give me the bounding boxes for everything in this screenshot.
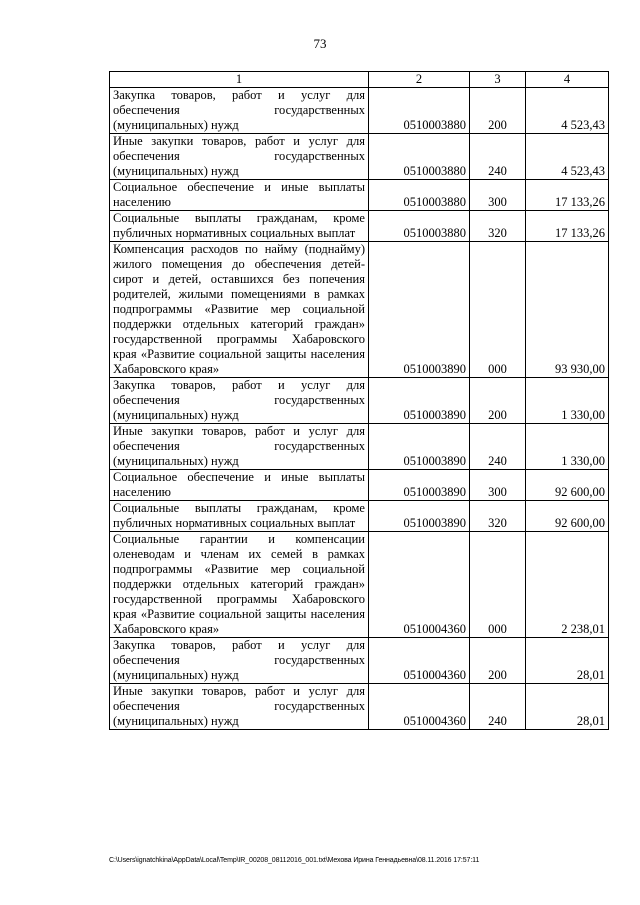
row-name-cell: Иные закупки товаров, работ и услуг для обеспечения государственных (муниципальных) нужд — [110, 684, 369, 730]
row-code-cell: 0510003880 — [369, 134, 470, 180]
column-header-4: 4 — [526, 72, 609, 88]
row-code-cell: 0510003890 — [369, 424, 470, 470]
table-header-row — [110, 72, 609, 88]
row-type-cell: 300 — [470, 470, 526, 501]
row-code-cell: 0510003890 — [369, 470, 470, 501]
table-row — [110, 134, 609, 180]
table-row — [110, 242, 609, 378]
row-code-cell: 0510004360 — [369, 638, 470, 684]
table-row — [110, 211, 609, 242]
row-code-cell: 0510003880 — [369, 211, 470, 242]
table-body — [110, 88, 609, 730]
column-header-3: 3 — [470, 72, 526, 88]
row-amount-cell: 1 330,00 — [526, 378, 609, 424]
row-amount-cell: 17 133,26 — [526, 211, 609, 242]
row-name-cell: Иные закупки товаров, работ и услуг для обеспечения государственных (муниципальных) нужд — [110, 134, 369, 180]
row-type-cell: 000 — [470, 242, 526, 378]
row-name-cell: Социальные гарантии и компенсации оленеводам и членам их семей в рамках подпрограммы «Развитие мер социальной поддержки отдельных категорий граждан» государственной программы Хабаровского края «Развитие социальной защиты населения Хабаровского края» — [110, 532, 369, 638]
table-row — [110, 180, 609, 211]
row-name-cell: Закупка товаров, работ и услуг для обеспечения государственных (муниципальных) нужд — [110, 88, 369, 134]
row-amount-cell: 93 930,00 — [526, 242, 609, 378]
row-type-cell: 320 — [470, 501, 526, 532]
row-code-cell: 0510003880 — [369, 180, 470, 211]
row-type-cell: 000 — [470, 532, 526, 638]
row-amount-cell: 92 600,00 — [526, 501, 609, 532]
row-type-cell: 240 — [470, 424, 526, 470]
row-name-cell: Закупка товаров, работ и услуг для обеспечения государственных (муниципальных) нужд — [110, 378, 369, 424]
row-name-cell: Закупка товаров, работ и услуг для обеспечения государственных (муниципальных) нужд — [110, 638, 369, 684]
table-row — [110, 424, 609, 470]
row-name-cell: Социальные выплаты гражданам, кроме публичных нормативных социальных выплат — [110, 501, 369, 532]
column-header-2: 2 — [369, 72, 470, 88]
row-amount-cell: 2 238,01 — [526, 532, 609, 638]
row-amount-cell: 1 330,00 — [526, 424, 609, 470]
row-type-cell: 200 — [470, 88, 526, 134]
row-amount-cell: 4 523,43 — [526, 134, 609, 180]
row-amount-cell: 4 523,43 — [526, 88, 609, 134]
row-amount-cell: 17 133,26 — [526, 180, 609, 211]
table-row — [110, 532, 609, 638]
row-type-cell: 200 — [470, 638, 526, 684]
row-name-cell: Социальное обеспечение и иные выплаты населению — [110, 470, 369, 501]
row-type-cell: 240 — [470, 134, 526, 180]
table-row — [110, 501, 609, 532]
table-row — [110, 378, 609, 424]
row-type-cell: 300 — [470, 180, 526, 211]
row-type-cell: 320 — [470, 211, 526, 242]
row-amount-cell: 92 600,00 — [526, 470, 609, 501]
budget-table — [109, 71, 609, 730]
file-path-footer: C:\Users\ignatchkina\AppData\Local\Temp\IR_00208_08112016_001.txt\Мехова Ирина Геннадьевна\08.11.2016 17:57:11 — [109, 857, 480, 864]
row-name-cell: Компенсация расходов по найму (поднайму) жилого помещения до обеспечения детей-сирот и детей, оставшихся без попечения родителей, жилыми помещениями в рамках подпрограммы «Развитие мер социальной поддержки отдельных категорий граждан» государственной программы Хабаровского края «Развитие социальной защиты населения Хабаровского края» — [110, 242, 369, 378]
page-number: 73 — [313, 36, 327, 51]
table-row — [110, 684, 609, 730]
row-name-cell: Социальное обеспечение и иные выплаты населению — [110, 180, 369, 211]
row-code-cell: 0510003890 — [369, 378, 470, 424]
row-name-cell: Социальные выплаты гражданам, кроме публичных нормативных социальных выплат — [110, 211, 369, 242]
row-code-cell: 0510004360 — [369, 684, 470, 730]
row-type-cell: 200 — [470, 378, 526, 424]
row-amount-cell: 28,01 — [526, 684, 609, 730]
row-code-cell: 0510003890 — [369, 501, 470, 532]
row-code-cell: 0510003890 — [369, 242, 470, 378]
column-header-1: 1 — [110, 72, 369, 88]
row-code-cell: 0510004360 — [369, 532, 470, 638]
table-row — [110, 470, 609, 501]
row-type-cell: 240 — [470, 684, 526, 730]
table-row — [110, 88, 609, 134]
row-name-cell: Иные закупки товаров, работ и услуг для обеспечения государственных (муниципальных) нужд — [110, 424, 369, 470]
row-amount-cell: 28,01 — [526, 638, 609, 684]
row-code-cell: 0510003880 — [369, 88, 470, 134]
table-row — [110, 638, 609, 684]
